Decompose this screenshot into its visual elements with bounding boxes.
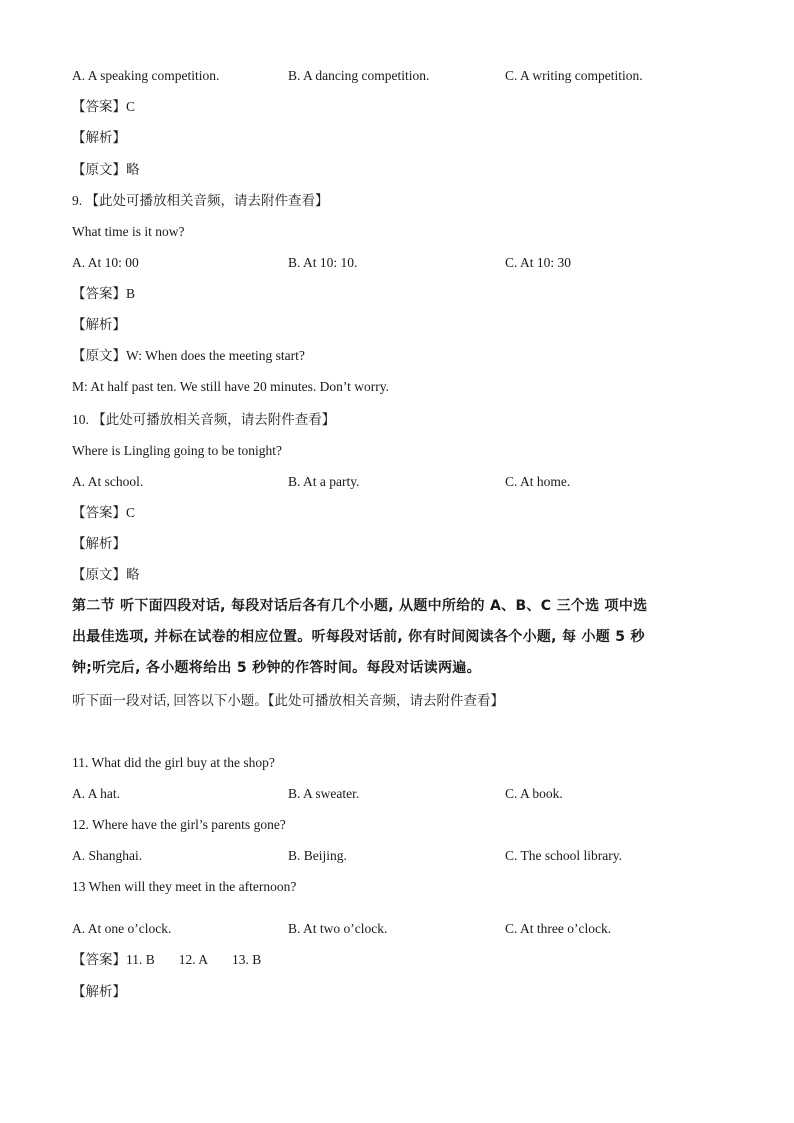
q8-answer: 【答案】C [72, 99, 136, 114]
q11-option-c: C. A book. [505, 786, 563, 801]
section2-line2: 出最佳选项, 并标在试卷的相应位置。听每段对话前, 你有时间阅读各个小题, 每 小题 5 秒 [72, 629, 645, 645]
q9-header: 9. 【此处可播放相关音频，请去附件查看】 [72, 193, 329, 208]
q9-option-b: B. At 10: 10. [288, 255, 358, 270]
q11-option-a: A. A hat. [72, 786, 121, 801]
q9-analysis: 【解析】 [72, 317, 126, 332]
q9-original-line2: M: At half past ten. We still have 20 minutes. Don’t worry. [72, 379, 389, 394]
answer-11: 11. B [126, 952, 155, 967]
q8-option-c: C. A writing competition. [505, 68, 643, 83]
q8-analysis: 【解析】 [72, 130, 126, 145]
section2-line1: 第二节 听下面四段对话, 每段对话后各有几个小题, 从题中所给的 A、B、C 三个选 项中选 [72, 598, 648, 614]
q11-option-b: B. A sweater. [288, 786, 360, 801]
q9-option-a: A. At 10: 00 [72, 255, 139, 270]
q10-answer: 【答案】C [72, 505, 136, 520]
q13-option-c: C. At three o’clock. [505, 921, 612, 936]
q12-question: 12. Where have the girl’s parents gone? [72, 817, 286, 832]
section2-instructions [72, 591, 720, 684]
q13-option-a: A. At one o’clock. [72, 921, 172, 936]
q12-option-a: A. Shanghai. [72, 848, 143, 863]
q9-original: 【原文】W: When does the meeting start? [72, 348, 305, 363]
q8-option-a: A. A speaking competition. [72, 68, 220, 83]
q11-question: 11. What did the girl buy at the shop? [72, 755, 275, 770]
q12-option-b: B. Beijing. [288, 848, 347, 863]
q10-option-a: A. At school. [72, 474, 144, 489]
section2-line3: 钟;听完后, 各小题将给出 5 秒钟的作答时间。每段对话读两遍。 [72, 660, 481, 676]
q10-header: 10. 【此处可播放相关音频，请去附件查看】 [72, 412, 336, 427]
q10-original: 【原文】略 [72, 567, 140, 582]
q10-question: Where is Lingling going to be tonight? [72, 443, 282, 458]
q10-option-b: B. At a party. [288, 474, 360, 489]
answers-prefix: 【答案】 [72, 952, 126, 967]
q9-option-c: C. At 10: 30 [505, 255, 572, 270]
q8-original: 【原文】略 [72, 162, 140, 177]
q9-question: What time is it now? [72, 224, 185, 239]
final-analysis: 【解析】 [72, 984, 126, 999]
answers-11-13 [72, 951, 261, 969]
answer-13: 13. B [232, 952, 262, 967]
q9-answer: 【答案】B [72, 286, 136, 301]
q10-analysis: 【解析】 [72, 536, 126, 551]
answer-12: 12. A [178, 952, 209, 967]
dialogue-intro: 听下面一段对话, 回答以下小题。【此处可播放相关音频，请去附件查看】 [72, 693, 504, 708]
q10-option-c: C. At home. [505, 474, 571, 489]
q8-option-b: B. A dancing competition. [288, 68, 430, 83]
q13-question: 13 When will they meet in the afternoon? [72, 879, 297, 894]
q13-option-b: B. At two o’clock. [288, 921, 388, 936]
q12-option-c: C. The school library. [505, 848, 622, 863]
